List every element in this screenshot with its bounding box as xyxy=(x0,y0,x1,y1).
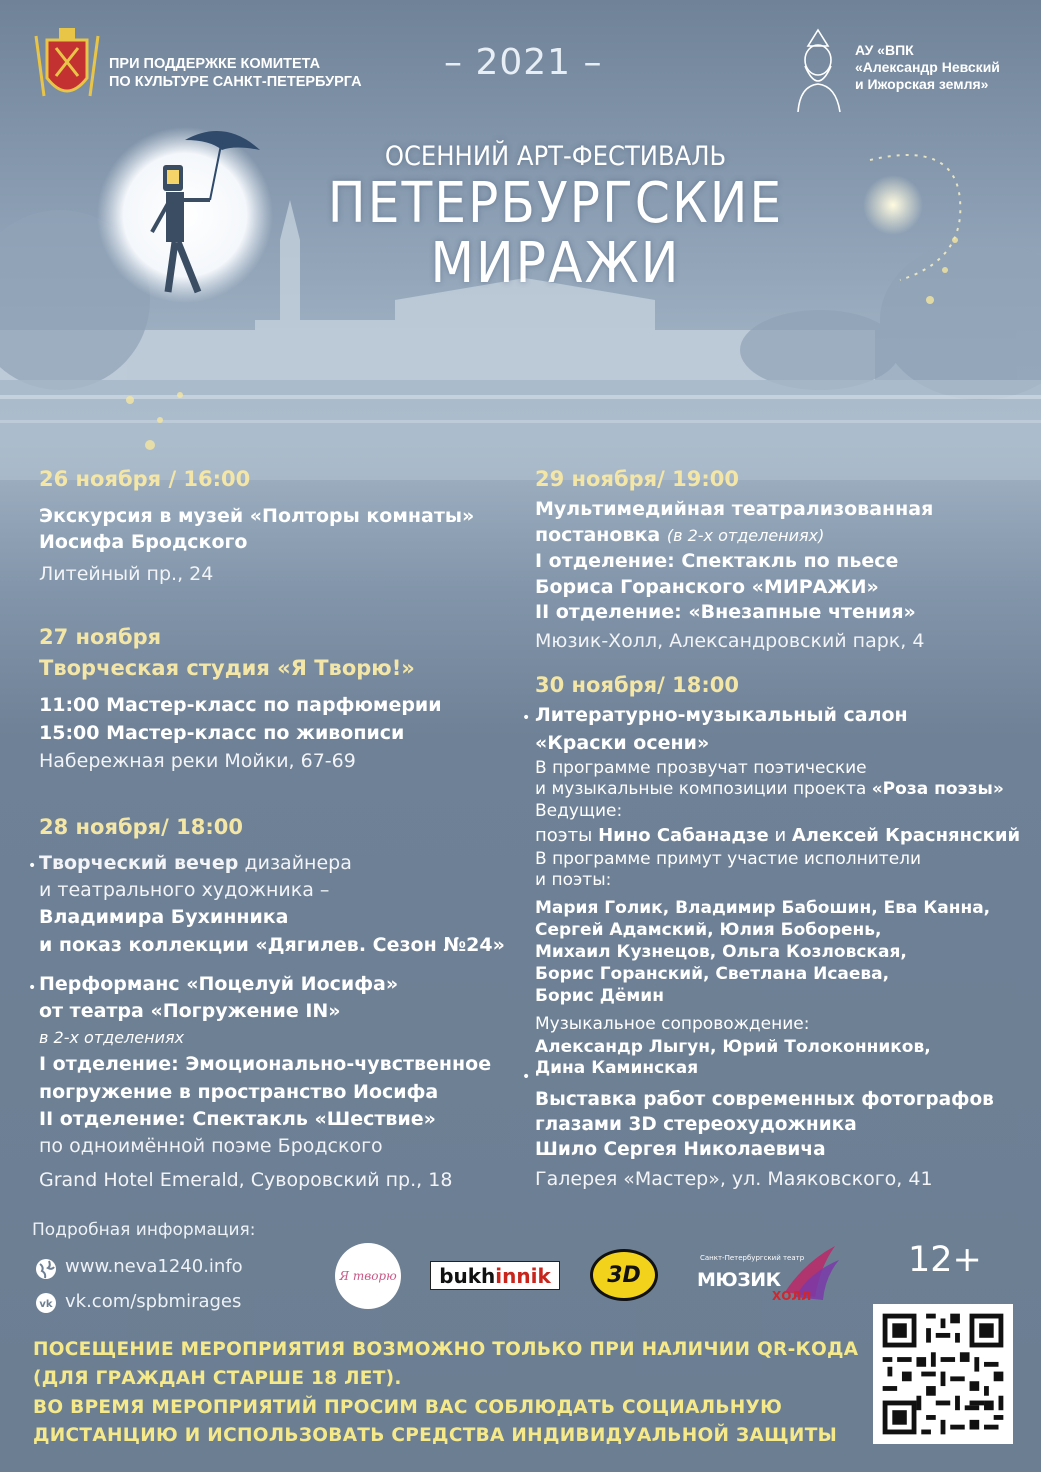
alexander-nevsky-icon xyxy=(790,26,846,116)
event-date-28: 28 ноября/ 18:00 xyxy=(39,815,243,839)
event-date-30: 30 ноября/ 18:00 xyxy=(535,673,739,697)
event-30-host2: Алексей Краснянский xyxy=(791,825,1021,846)
event-30-exh3: Шило Сергея Николаевича xyxy=(535,1139,826,1160)
event-date-27: 27 ноября xyxy=(39,625,162,649)
bullet-icon: • xyxy=(522,1069,531,1085)
event-30-music2: Дина Каминская xyxy=(535,1058,699,1078)
event-28-a-line1 xyxy=(39,850,352,877)
vk-link[interactable]: vk.com/spbmirages xyxy=(65,1291,242,1312)
event-29-line3: I отделение: Спектакль по пьесе xyxy=(535,550,899,572)
event-place-27: Набережная реки Мойки, 67-69 xyxy=(39,750,356,772)
ya-tvoryu-logo: Я творю xyxy=(335,1243,401,1309)
event-30-p1: В программе прозвучат поэтические xyxy=(535,758,867,778)
event-29-line4: Бориса Горанского «МИРАЖИ» xyxy=(535,576,879,598)
event-29-line1: Мультимедийная театрализованная xyxy=(535,498,934,520)
coat-of-arms-icon xyxy=(32,26,102,108)
festival-title-line1: ПЕТЕРБУРГСКИЕ xyxy=(327,171,784,236)
event-29-line2-note: (в 2-х отделениях) xyxy=(666,526,825,545)
event-30-title-line1: Литературно-музыкальный салон xyxy=(535,704,908,726)
event-30-host-and: и xyxy=(774,825,787,846)
event-place-30: Галерея «Мастер», ул. Маяковского, 41 xyxy=(535,1168,933,1190)
event-30-p3: В программе примут участие исполнители xyxy=(535,849,922,869)
bukhinnik-logo-part1: bukh xyxy=(439,1263,496,1288)
event-place-29: Мюзик-Холл, Александровский парк, 4 xyxy=(535,630,925,652)
event-30-names1: Мария Голик, Владимир Бабошин, Ева Канна, xyxy=(535,898,991,918)
bullet-icon: • xyxy=(28,980,37,996)
bukhinnik-logo xyxy=(430,1261,560,1290)
event-28-a-line3: Владимира Бухинника xyxy=(39,906,289,928)
year: – 2021 – xyxy=(444,42,603,83)
music-hall-logo-hall: ХОЛЛ xyxy=(772,1289,812,1303)
vk-icon xyxy=(35,1292,57,1314)
event-28-b-line2: от театра «Погружение IN» xyxy=(39,1000,341,1022)
event-30-p4: и поэты: xyxy=(535,870,612,890)
website-link[interactable]: www.neva1240.info xyxy=(65,1256,243,1277)
event-30-hosts-label: Ведущие: xyxy=(535,801,623,821)
event-place-28: Grand Hotel Emerald, Суворовский пр., 18 xyxy=(39,1169,453,1191)
music-hall-caption1: Санкт-Петербургский xyxy=(700,1254,781,1262)
globe-icon xyxy=(35,1258,57,1280)
music-hall-caption2: театр xyxy=(782,1254,805,1262)
event-30-hosts-prefix: поэты xyxy=(535,825,593,846)
event-28-a-bold: Творческий вечер xyxy=(39,852,239,874)
event-30-hosts xyxy=(535,825,1020,846)
event-28-b-note: в 2-х отделениях xyxy=(39,1028,185,1047)
3d-logo: 3D xyxy=(590,1249,658,1301)
event-30-names4: Борис Горанский, Светлана Исаева, xyxy=(535,964,890,984)
org-line-1: АУ «ВПК xyxy=(855,42,914,58)
event-30-music-label: Музыкальное сопровождение: xyxy=(535,1014,810,1034)
event-28-b-line5: II отделение: Спектакль «Шествие» xyxy=(39,1108,436,1130)
svg-text:vk: vk xyxy=(39,1299,53,1310)
event-30-names5: Борис Дёмин xyxy=(535,986,664,1006)
event-28-a-line2: и театрального художника – xyxy=(39,879,330,901)
warning-line4: ДИСТАНЦИЮ И ИСПОЛЬЗОВАТЬ СРЕДСТВА ИНДИВИДУАЛЬНОЙ ЗАЩИТЫ xyxy=(33,1425,838,1446)
bukhinnik-logo-part2: innik xyxy=(495,1263,551,1288)
support-line-1: ПРИ ПОДДЕРЖКЕ КОМИТЕТА xyxy=(109,56,321,72)
event-30-music1: Александр Лыгун, Юрий Толоконников, xyxy=(535,1037,931,1057)
event-date-29: 29 ноября/ 19:00 xyxy=(535,467,739,491)
event-30-names3: Михаил Кузнецов, Ольга Козловская, xyxy=(535,942,907,962)
org-line-2: «Александр Невский xyxy=(855,59,1000,75)
event-29-line2 xyxy=(535,522,824,549)
festival-subtitle: ОСЕННИЙ АРТ-ФЕСТИВАЛЬ xyxy=(384,141,727,172)
event-28-a-line4: и показ коллекции «Дягилев. Сезон №24» xyxy=(39,934,505,956)
event-title-26-line2: Иосифа Бродского xyxy=(39,531,248,553)
event-30-names2: Сергей Адамский, Юлия Боборень, xyxy=(535,920,882,940)
org-line-3: и Ижорская земля» xyxy=(855,76,989,92)
event-28-a-rest: дизайнера xyxy=(238,852,352,874)
event-28-b-line3: I отделение: Эмоционально-чувственное xyxy=(39,1053,492,1075)
bullet-icon: • xyxy=(28,858,37,874)
age-rating: 12+ xyxy=(908,1240,982,1280)
event-28-b-line1: Перформанс «Поцелуй Иосифа» xyxy=(39,973,399,995)
event-place-26: Литейный пр., 24 xyxy=(39,563,214,585)
music-hall-logo: МЮЗИК xyxy=(697,1269,781,1291)
event-studio-27: Творческая студия «Я Творю!» xyxy=(39,656,415,680)
warning-line2: (ДЛЯ ГРАЖДАН СТАРШЕ 18 ЛЕТ). xyxy=(33,1368,402,1389)
event-28-b-line4: погружение в пространство Иосифа xyxy=(39,1081,439,1103)
qr-code[interactable] xyxy=(873,1304,1013,1444)
event-30-p2 xyxy=(535,779,1004,800)
event-30-host1: Нино Сабанадзе xyxy=(598,825,769,846)
event-30-exh1: Выставка работ современных фотографов xyxy=(535,1089,994,1110)
event-30-exh2: глазами 3D стереохудожника xyxy=(535,1114,857,1135)
event-30-title-line2: «Краски осени» xyxy=(535,732,710,754)
qr-code-pattern xyxy=(873,1304,1013,1444)
support-text xyxy=(109,55,362,91)
event-30-p2-bold: «Роза поэзы» xyxy=(871,779,1004,799)
event-item-27-1: 11:00 Мастер-класс по парфюмерии xyxy=(39,694,442,716)
event-title-26-line1: Экскурсия в музей «Полторы комнаты» xyxy=(39,505,475,527)
bullet-icon: • xyxy=(522,710,531,726)
event-item-27-2: 15:00 Мастер-класс по живописи xyxy=(39,722,405,744)
event-29-line2-main: постановка xyxy=(535,524,661,546)
warning-line1: ПОСЕЩЕНИЕ МЕРОПРИЯТИЯ ВОЗМОЖНО ТОЛЬКО ПРИ НАЛИЧИИ QR-КОДА xyxy=(33,1339,859,1360)
event-30-p2-text: и музыкальные композиции проекта xyxy=(535,779,867,799)
event-date-26: 26 ноября / 16:00 xyxy=(39,467,251,491)
support-line-2: ПО КУЛЬТУРЕ САНКТ-ПЕТЕРБУРГА xyxy=(109,74,362,90)
event-28-b-line6: по одноимённой поэме Бродского xyxy=(39,1135,383,1157)
info-label: Подробная информация: xyxy=(32,1220,256,1240)
event-29-line5: II отделение: «Внезапные чтения» xyxy=(535,601,916,623)
warning-line3: ВО ВРЕМЯ МЕРОПРИЯТИЙ ПРОСИМ ВАС СОБЛЮДАТЬ СОЦИАЛЬНУЮ xyxy=(33,1397,783,1418)
festival-title-line2: МИРАЖИ xyxy=(430,231,681,296)
org-text xyxy=(855,42,1000,93)
